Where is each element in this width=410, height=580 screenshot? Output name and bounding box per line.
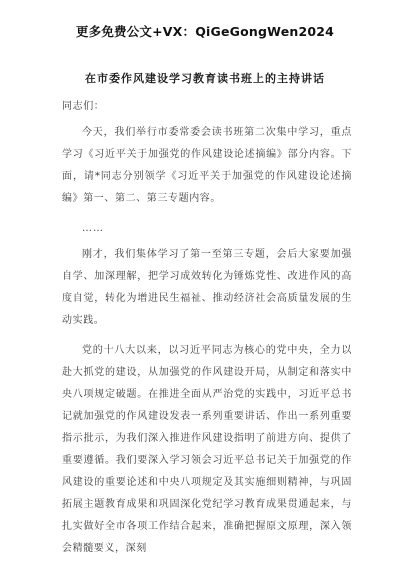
salutation: 同志们：: [62, 101, 105, 112]
paragraph-2: 刚才，我们集体学习了第一至第三专题，会后大家要加强自学、加深理解，把学习成效转化为锤炼党性、改进作风的高度自觉，转化为增进民生福祉、推动经济社会高质量发展的生动实践。: [62, 249, 352, 326]
document-title: 在市委作风建设学习教育读书班上的主持讲话: [85, 72, 325, 85]
paragraph-3: 党的十八大以来，以习近平同志为核心的党中央，全力以赴大抓党的建设，从加强党的作风建设开局，从制定和落实中央八项规定破题。在推进全面从严治党的实践中，习近平总书记就加强党的作风建设发表一系列重要讲话、作出一系列重要指示批示，为我们深入推进作风建设指明了前进方向、提供了重要遵循。我们要深入学习领会习近平总书记关于加强党的作风建设的重要论述和中央八项规定及其实施细则精神，与巩固拓展主题教育成果和巩固深化党纪学习教育成果贯通起来，与扎实做好全市各项工作结合起来，准确把握原文原理，深入领会精髓要义，深刻: [62, 345, 352, 554]
document-body: [62, 96, 352, 568]
watermark-header: 更多免费公文+VX：QiGeGongWen2024: [75, 24, 335, 39]
paragraph-1: 今天，我们举行市委常委会读书班第二次集中学习，重点学习《习近平关于加强党的作风建设论述摘编》部分内容。下面，请*同志分别领学《习近平关于加强党的作风建设论述摘编》第一、第二、第三专题内容。: [62, 127, 352, 204]
paragraph-ellipsis: ……: [82, 223, 104, 234]
